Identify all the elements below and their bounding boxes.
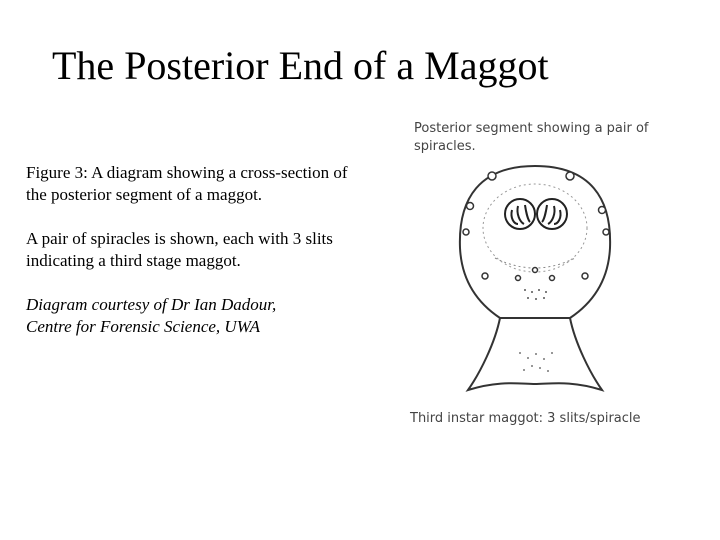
spiracle-right [537,199,567,229]
diagram-credit [26,294,356,338]
tail-stipple [519,352,553,372]
description-text [26,162,356,360]
segment-outline [460,166,610,318]
figure-caption-bottom: Third instar maggot: 3 slits/spiracle [410,411,641,426]
maggot-posterior-diagram [440,158,630,408]
rim-papillae [463,172,609,281]
figure-caption-top: Posterior segment showing a pair of spiracles. [414,121,649,154]
slide-title: The Posterior End of a Maggot [52,43,549,88]
inner-dotted-ring [483,184,587,272]
figure-description: Figure 3: A diagram showing a cross-section of the posterior segment of a maggot. [26,163,348,204]
spiracle-left [505,199,535,229]
lower-dots [524,289,547,300]
credit-line-2: Centre for Forensic Science, UWA [26,317,261,336]
credit-line-1: Diagram courtesy of Dr Ian Dadour, [26,295,277,314]
dotted-band [495,258,575,268]
spiracle-description: A pair of spiracles is shown, each with 3 slits indicating a third stage maggot. [26,229,333,270]
